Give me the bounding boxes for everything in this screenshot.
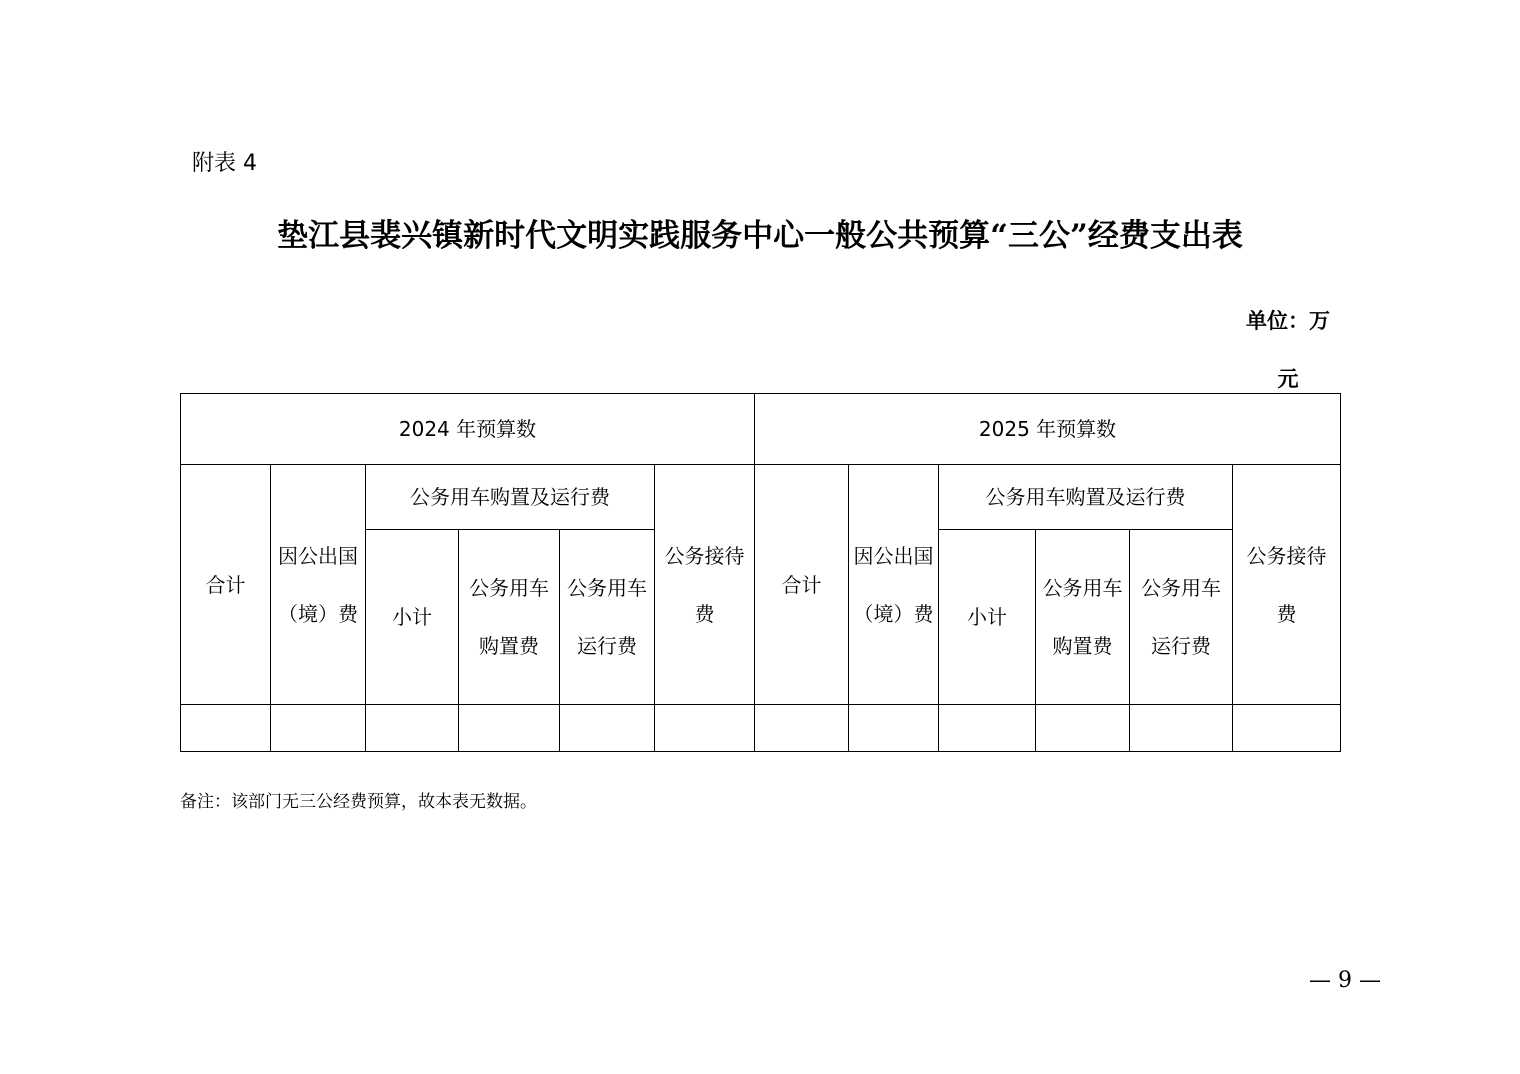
empty-cell	[655, 705, 755, 752]
year-2025-header: 2025 年预算数	[755, 394, 1341, 465]
empty-cell	[181, 705, 271, 752]
header-vehicle-group-2024: 公务用车购置及运行费	[366, 465, 655, 530]
unit-label: 单位：万元	[1246, 308, 1330, 391]
empty-cell	[366, 705, 459, 752]
empty-cell	[1036, 705, 1130, 752]
header-total-2024: 合计	[181, 465, 271, 705]
remark-note: 备注：该部门无三公经费预算，故本表无数据。	[180, 792, 537, 812]
empty-cell	[1130, 705, 1233, 752]
column-header-row	[181, 465, 1341, 530]
empty-cell	[849, 705, 939, 752]
empty-cell	[459, 705, 560, 752]
header-total-2025: 合计	[755, 465, 849, 705]
header-vehicle-purchase-2025: 公务用车购置费	[1036, 530, 1130, 705]
header-vehicle-operation-2025: 公务用车运行费	[1130, 530, 1233, 705]
year-header-row	[181, 394, 1341, 465]
header-vehicle-purchase-2024: 公务用车购置费	[459, 530, 560, 705]
header-reception-2025: 公务接待费	[1233, 465, 1341, 705]
header-abroad-2024: 因公出国（境）费	[271, 465, 366, 705]
empty-cell	[560, 705, 655, 752]
three-public-expenses-table	[180, 393, 1341, 752]
empty-cell	[271, 705, 366, 752]
header-subtotal-2024: 小计	[366, 530, 459, 705]
header-abroad-2025: 因公出国（境）费	[849, 465, 939, 705]
page-number: — 9 —	[1309, 968, 1381, 993]
empty-cell	[755, 705, 849, 752]
header-subtotal-2025: 小计	[939, 530, 1036, 705]
table-row	[181, 705, 1341, 752]
year-2024-header: 2024 年预算数	[181, 394, 755, 465]
header-vehicle-operation-2024: 公务用车运行费	[560, 530, 655, 705]
attachment-label: 附表 4	[192, 151, 257, 176]
header-vehicle-group-2025: 公务用车购置及运行费	[939, 465, 1233, 530]
document-title: 垫江县裴兴镇新时代文明实践服务中心一般公共预算“三公”经费支出表	[277, 218, 1243, 254]
empty-cell	[1233, 705, 1341, 752]
empty-cell	[939, 705, 1036, 752]
header-reception-2024: 公务接待费	[655, 465, 755, 705]
